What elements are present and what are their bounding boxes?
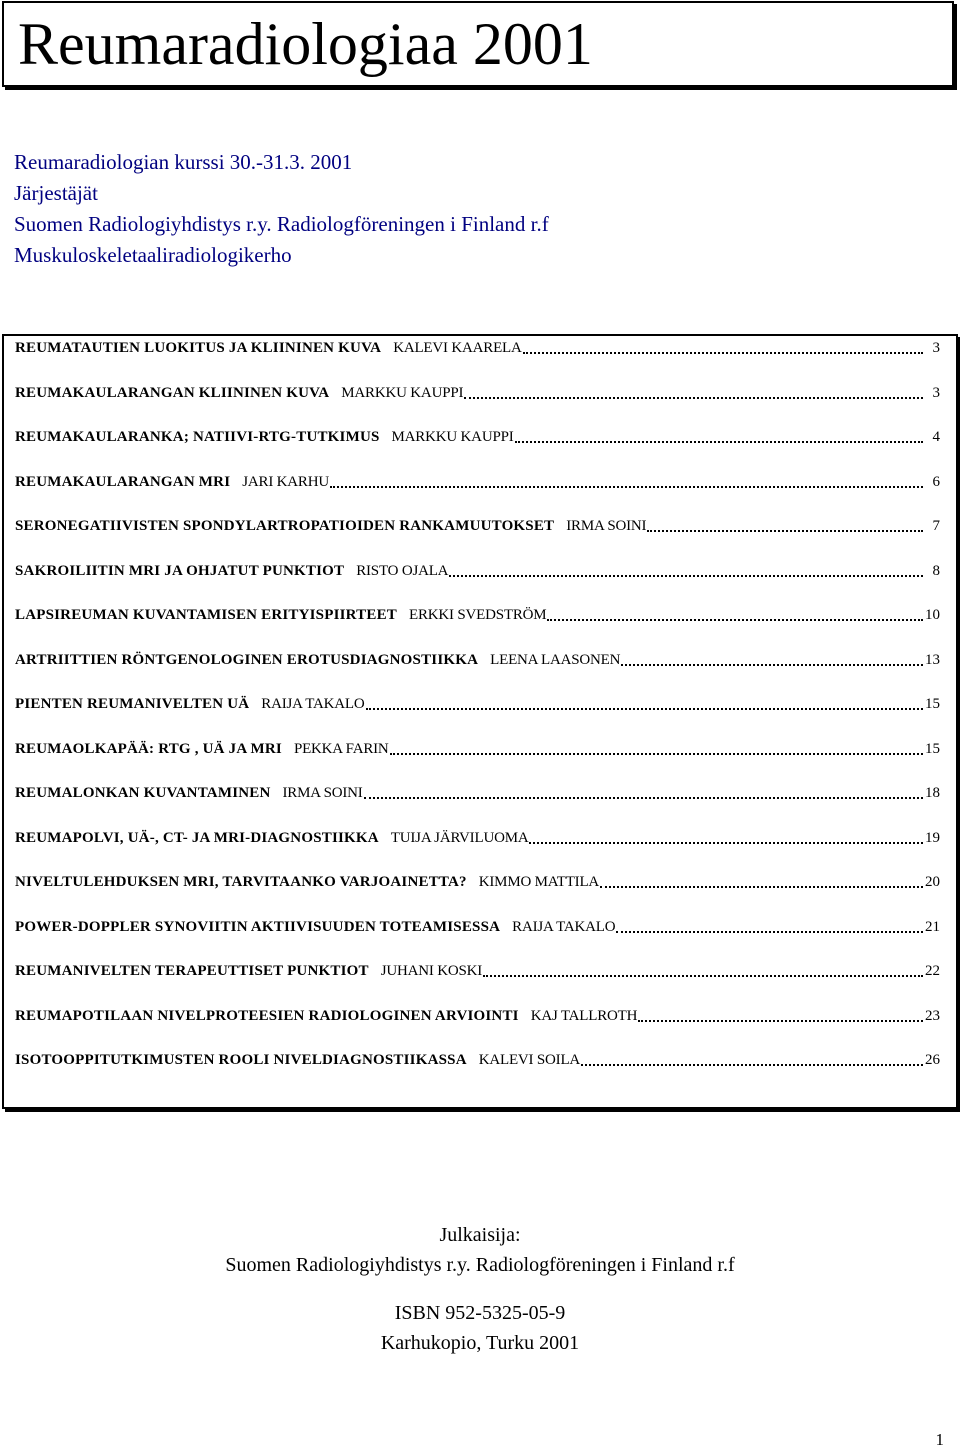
toc-entry-author: LEENA LAASONEN bbox=[490, 652, 621, 668]
toc-entry-page: 15 bbox=[925, 741, 940, 757]
toc-entry-page: 20 bbox=[925, 874, 940, 890]
toc-entry[interactable] bbox=[15, 648, 940, 670]
organizer-club: Muskuloskeletaaliradiologikerho bbox=[14, 243, 292, 267]
toc-entry-title: LAPSIREUMAN KUVANTAMISEN ERITYISPIIRTEET bbox=[15, 607, 397, 623]
toc-entry[interactable] bbox=[15, 1048, 940, 1070]
toc-entry[interactable] bbox=[15, 559, 940, 581]
toc-entry[interactable] bbox=[15, 470, 940, 492]
dot-leader bbox=[529, 842, 923, 844]
toc-entry-author: MARKKU KAUPPI bbox=[341, 385, 464, 401]
toc-entry[interactable] bbox=[15, 870, 940, 892]
toc-entry-author: JARI KARHU bbox=[242, 474, 330, 490]
intro-block bbox=[14, 147, 549, 271]
toc-entry-author: IRMA SOINI bbox=[566, 518, 647, 534]
toc-entry[interactable] bbox=[15, 381, 940, 403]
toc-entry[interactable] bbox=[15, 737, 940, 759]
toc-entry[interactable] bbox=[15, 692, 940, 714]
dot-leader bbox=[616, 931, 923, 933]
toc-entry[interactable] bbox=[15, 781, 940, 803]
toc-entry-page: 22 bbox=[925, 963, 940, 979]
toc-entry[interactable] bbox=[15, 514, 940, 536]
toc-entry-page: 26 bbox=[925, 1052, 940, 1068]
toc-entry-author: TUIJA JÄRVILUOMA bbox=[390, 830, 529, 846]
toc-entry-author: RAIJA TAKALO bbox=[261, 696, 365, 712]
toc-entry-title: POWER-DOPPLER SYNOVIITIN AKTIIVISUUDEN TOTEAMISESSA bbox=[15, 919, 501, 935]
toc-entry-title: REUMANIVELTEN TERAPEUTTISET PUNKTIOT bbox=[15, 963, 369, 979]
toc-entry-title: REUMATAUTIEN LUOKITUS JA KLIININEN KUVA bbox=[15, 340, 382, 356]
dot-leader bbox=[464, 397, 923, 399]
dot-leader bbox=[621, 664, 923, 666]
toc-entry[interactable] bbox=[15, 959, 940, 981]
toc-entry-title: ISOTOOPPITUTKIMUSTEN ROOLI NIVELDIAGNOSTIIKASSA bbox=[15, 1052, 467, 1068]
dot-leader bbox=[647, 530, 923, 532]
publisher-label: Julkaisija: bbox=[439, 1224, 521, 1246]
toc-entry[interactable] bbox=[15, 603, 940, 625]
toc-entry-author: JUHANI KOSKI bbox=[380, 963, 483, 979]
dot-leader bbox=[581, 1064, 923, 1066]
toc-entry-page: 4 bbox=[932, 429, 940, 445]
toc-entry-title: REUMAKAULARANGAN KLIININEN KUVA bbox=[15, 385, 330, 401]
toc-entry-title: REUMAKAULARANKA; NATIIVI-RTG-TUTKIMUS bbox=[15, 429, 380, 445]
toc-entry-author: RISTO OJALA bbox=[356, 563, 449, 579]
toc-entry-page: 8 bbox=[932, 563, 940, 579]
toc-entry-author: KALEVI KAARELA bbox=[393, 340, 522, 356]
toc-entry-title: REUMAOLKAPÄÄ: RTG , UÄ JA MRI bbox=[15, 741, 282, 757]
toc-entry-title: REUMAPOTILAAN NIVELPROTEESIEN RADIOLOGINEN ARVIOINTI bbox=[15, 1008, 519, 1024]
dot-leader bbox=[390, 753, 923, 755]
toc-entry-page: 23 bbox=[925, 1008, 940, 1024]
toc-entry-author: KIMMO MATTILA bbox=[478, 874, 600, 890]
toc-entry-author: KALEVI SOILA bbox=[478, 1052, 581, 1068]
organizer-society: Suomen Radiologiyhdistys r.y. Radiologföreningen i Finland r.f bbox=[14, 212, 549, 236]
toc-entry-author: MARKKU KAUPPI bbox=[391, 429, 514, 445]
toc-entry-author: IRMA SOINI bbox=[282, 785, 363, 801]
toc-entry-title: SAKROILIITIN MRI JA OHJATUT PUNKTIOT bbox=[15, 563, 345, 579]
toc-entry-title: NIVELTULEHDUKSEN MRI, TARVITAANKO VARJOAINETTA? bbox=[15, 874, 467, 890]
toc-entry-page: 6 bbox=[932, 474, 940, 490]
dot-leader bbox=[638, 1020, 923, 1022]
toc-entry[interactable] bbox=[15, 915, 940, 937]
isbn: ISBN 952-5325-05-9 bbox=[394, 1302, 566, 1324]
toc-entry-page: 19 bbox=[925, 830, 940, 846]
toc-entry[interactable] bbox=[15, 336, 940, 358]
printer: Karhukopio, Turku 2001 bbox=[380, 1332, 580, 1354]
toc-entry-page: 18 bbox=[925, 785, 940, 801]
page-number: 1 bbox=[935, 1430, 944, 1449]
dot-leader bbox=[330, 486, 923, 488]
toc-entry[interactable] bbox=[15, 826, 940, 848]
toc-entry-title: REUMAKAULARANGAN MRI bbox=[15, 474, 231, 490]
organizers-label: Järjestäjät bbox=[14, 181, 98, 205]
toc-entry[interactable] bbox=[15, 1004, 940, 1026]
publisher-block bbox=[0, 1220, 960, 1358]
course-line: Reumaradiologian kurssi 30.-31.3. 2001 bbox=[14, 150, 353, 174]
toc-entry-title: ARTRIITTIEN RÖNTGENOLOGINEN EROTUSDIAGNOSTIIKKA bbox=[15, 652, 479, 668]
toc-entry-title: SERONEGATIIVISTEN SPONDYLARTROPATIOIDEN RANKAMUUTOKSET bbox=[15, 518, 555, 534]
document-title: Reumaradiologiaa 2001 bbox=[18, 11, 593, 77]
toc-entry-author: ERKKI SVEDSTRÖM bbox=[409, 607, 547, 623]
dot-leader bbox=[547, 619, 923, 621]
dot-leader bbox=[600, 886, 923, 888]
toc-entry-page: 21 bbox=[925, 919, 940, 935]
toc-entry-title: PIENTEN REUMANIVELTEN UÄ bbox=[15, 696, 250, 712]
dot-leader bbox=[449, 575, 923, 577]
toc-entry-page: 3 bbox=[932, 385, 940, 401]
toc-entry-author: PEKKA FARIN bbox=[293, 741, 389, 757]
dot-leader bbox=[483, 975, 923, 977]
dot-leader bbox=[366, 708, 923, 710]
dot-leader bbox=[523, 352, 923, 354]
publisher-name: Suomen Radiologiyhdistys r.y. Radiologföreningen i Finland r.f bbox=[225, 1254, 735, 1276]
dot-leader bbox=[515, 441, 923, 443]
toc-entry-page: 3 bbox=[932, 340, 940, 356]
table-of-contents bbox=[2, 334, 958, 1109]
toc-entry-author: KAJ TALLROTH bbox=[530, 1008, 638, 1024]
toc-entry[interactable] bbox=[15, 425, 940, 447]
toc-entry-title: REUMAPOLVI, UÄ-, CT- JA MRI-DIAGNOSTIIKKA bbox=[15, 830, 379, 846]
toc-entry-page: 13 bbox=[925, 652, 940, 668]
toc-entry-page: 15 bbox=[925, 696, 940, 712]
dot-leader bbox=[364, 797, 923, 799]
toc-entry-title: REUMALONKAN KUVANTAMINEN bbox=[15, 785, 271, 801]
toc-entry-author: RAIJA TAKALO bbox=[512, 919, 616, 935]
title-box bbox=[2, 1, 954, 87]
toc-entry-page: 10 bbox=[925, 607, 940, 623]
publisher-spacer bbox=[0, 1280, 960, 1298]
toc-entry-page: 7 bbox=[932, 518, 940, 534]
